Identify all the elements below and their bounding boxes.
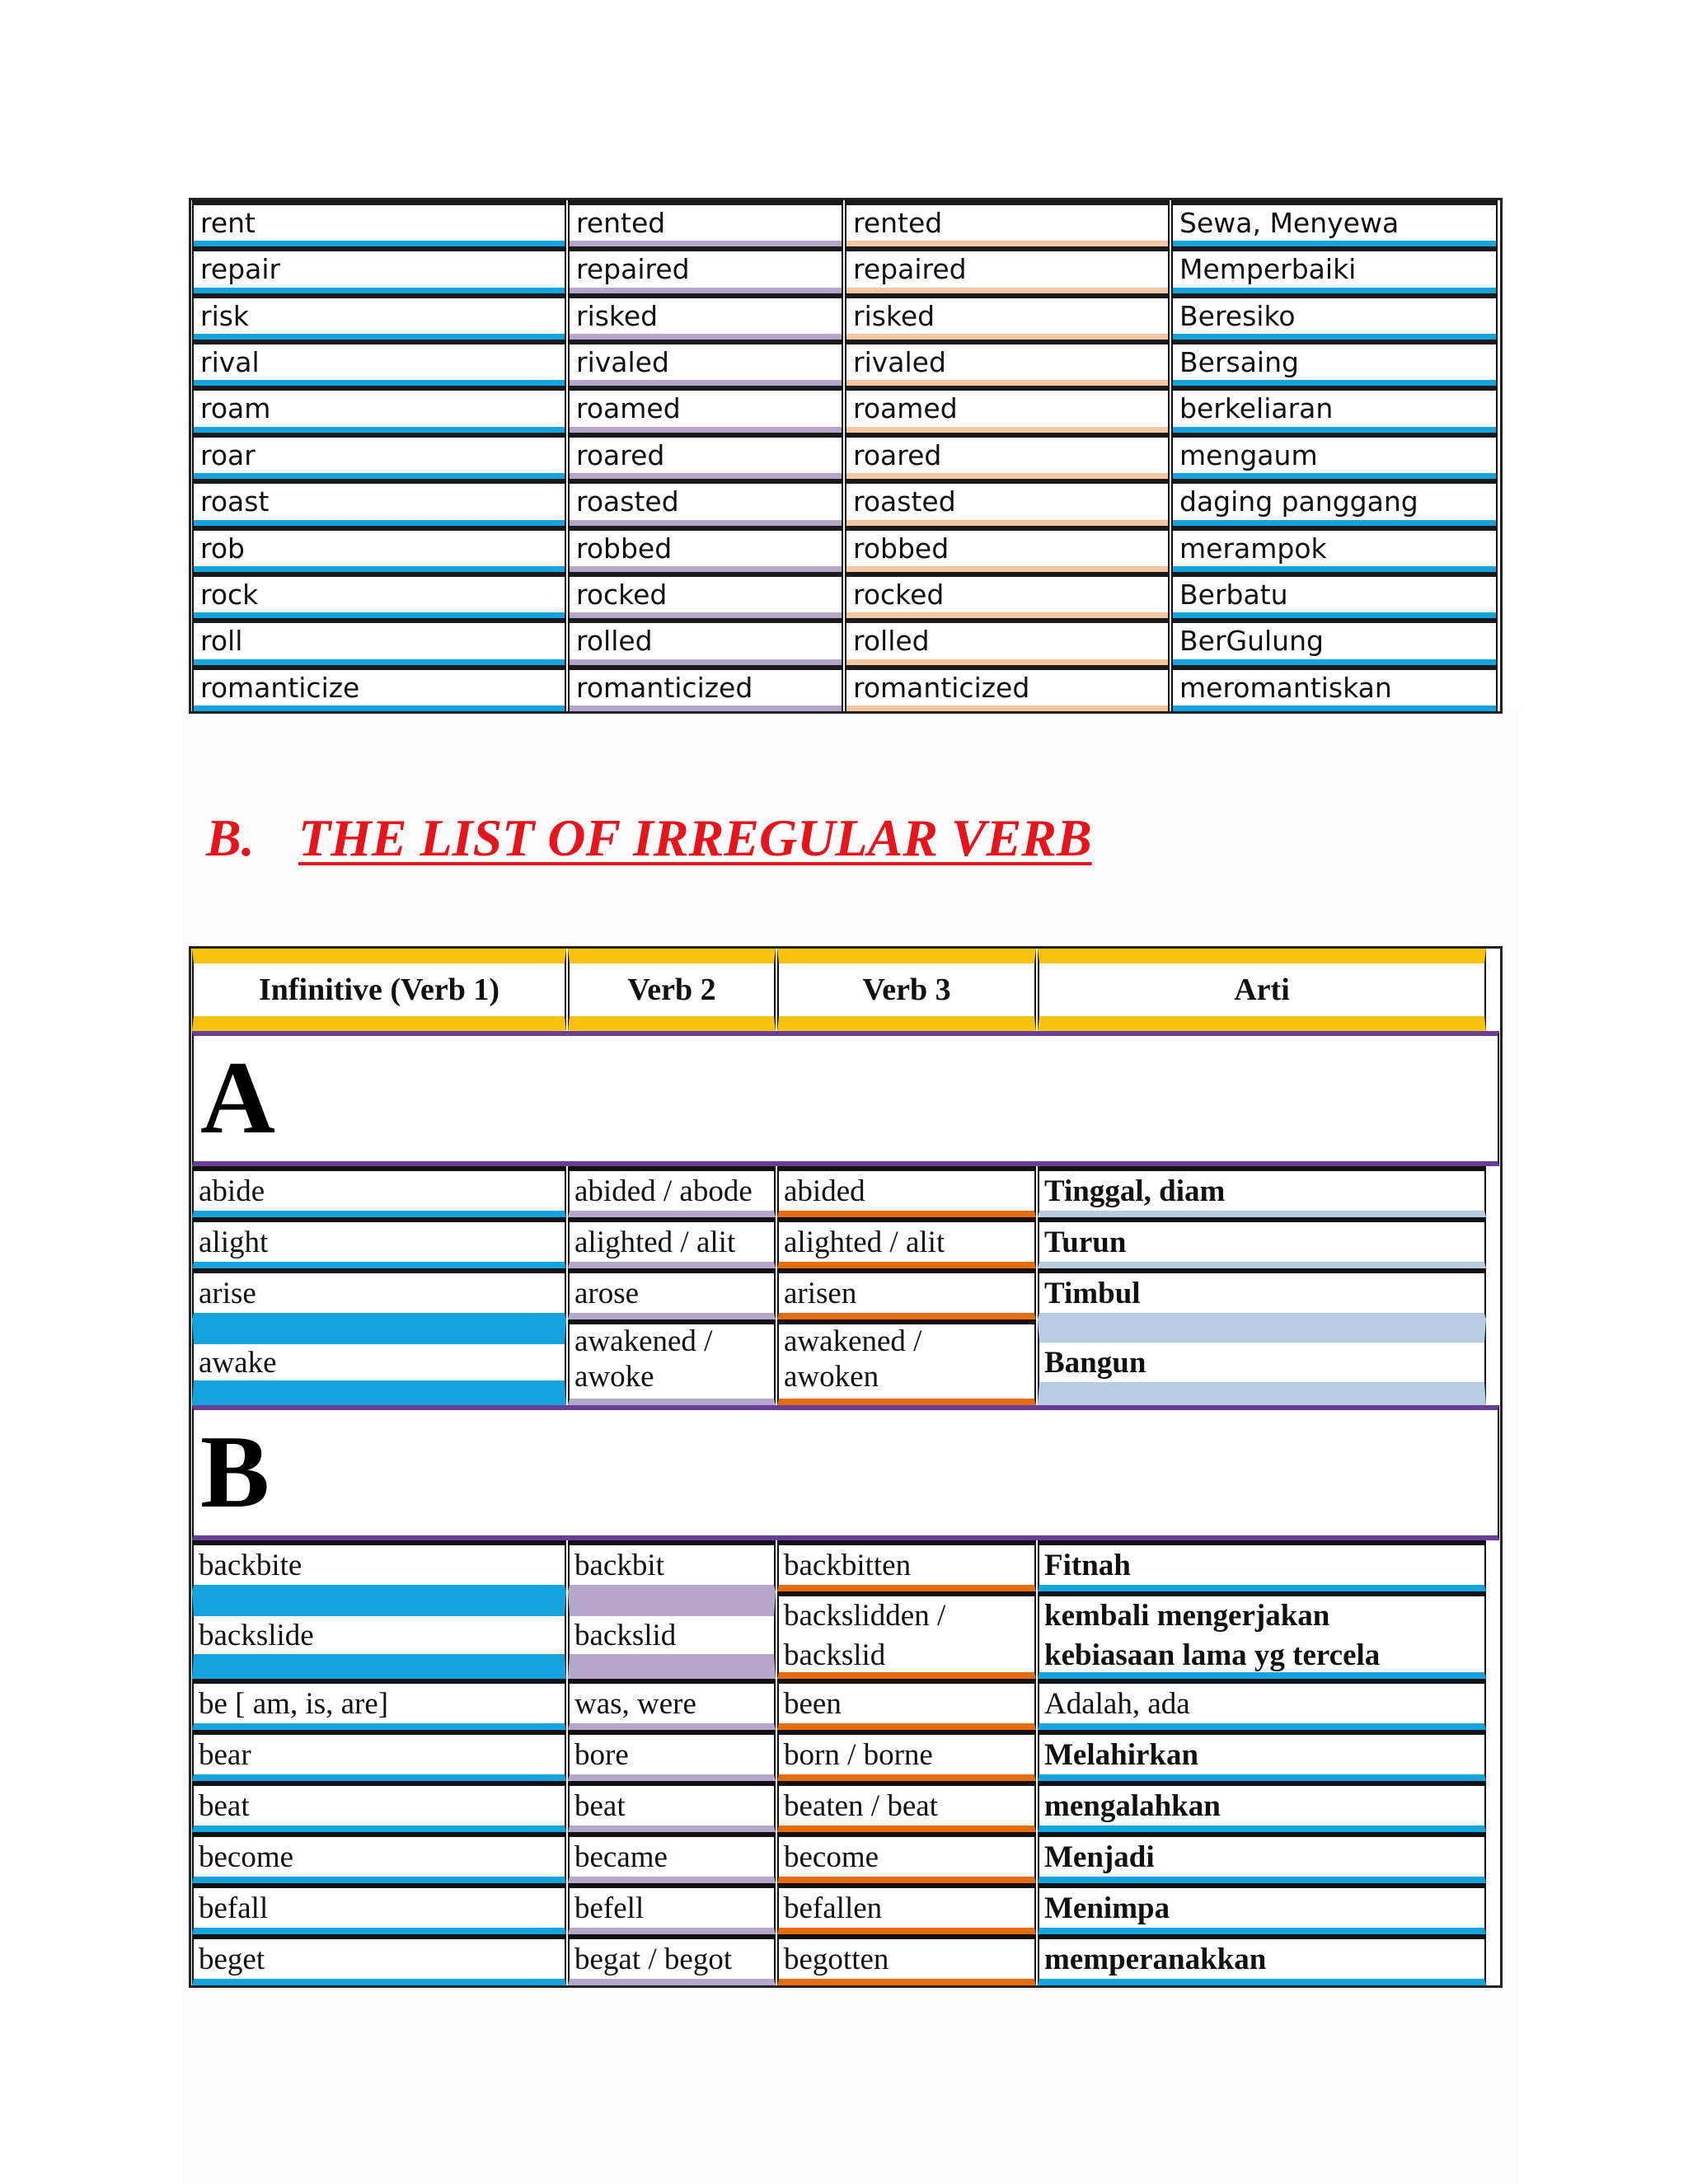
verb2-cell: rented (568, 200, 843, 246)
verb3-cell: risked (845, 293, 1170, 340)
verb3-cell: abided (777, 1166, 1036, 1217)
verb2-cell: backslid (568, 1591, 776, 1679)
table-row (191, 1730, 1500, 1781)
verb1-cell: rival (192, 340, 566, 386)
table-row (191, 293, 1500, 340)
verb1-cell: become (192, 1832, 566, 1883)
verb3-cell: become (777, 1832, 1036, 1883)
verb1-cell: bear (192, 1730, 566, 1781)
table-row (191, 618, 1500, 664)
meaning-cell: berkeliaran (1171, 386, 1498, 432)
verb2-cell: repaired (568, 246, 843, 293)
group-b-rows (191, 1679, 1500, 1985)
verb1-cell: roll (192, 618, 566, 664)
verb2-cell: backbit (568, 1540, 776, 1591)
table-row (191, 526, 1500, 572)
header-infinitive: Infinitive (Verb 1) (192, 949, 566, 1031)
header-arti: Arti (1038, 949, 1486, 1031)
verb1-cell: awake (192, 1319, 566, 1405)
table-row (191, 1268, 1500, 1319)
verb3-cell: arisen (777, 1268, 1036, 1319)
verb1-cell: rent (192, 200, 566, 246)
arti-cell: Menjadi (1038, 1832, 1486, 1883)
verb1-cell: risk (192, 293, 566, 340)
arti-line: kembali mengerjakan (1044, 1599, 1330, 1633)
section-title: THE LIST OF IRREGULAR VERB (298, 808, 1092, 867)
verb1-cell: arise (192, 1268, 566, 1319)
verb2-line: awoke (574, 1359, 654, 1394)
section-heading (206, 808, 1092, 869)
verb2-cell: robbed (568, 526, 843, 572)
verb3-cell: backbitten (777, 1540, 1036, 1591)
meaning-cell: daging panggang (1171, 479, 1498, 525)
table-row (191, 572, 1500, 618)
arti-cell: Melahirkan (1038, 1730, 1486, 1781)
verb3-cell: begotten (777, 1934, 1036, 1985)
verb2-cell: roamed (568, 386, 843, 432)
verb3-cell: roasted (845, 479, 1170, 525)
table-row (191, 1781, 1500, 1832)
arti-cell (1038, 1591, 1486, 1679)
verb3-cell: rivaled (845, 340, 1170, 386)
meaning-cell: Sewa, Menyewa (1171, 200, 1498, 246)
verb2-cell: arose (568, 1268, 776, 1319)
verb2-cell: alighted / alit (568, 1217, 776, 1268)
verb2-cell: rocked (568, 572, 843, 618)
verb2-cell: beat (568, 1781, 776, 1832)
verb2-cell: bore (568, 1730, 776, 1781)
table-row (191, 1217, 1500, 1268)
verb3-line: awoken (784, 1359, 879, 1394)
table-row (191, 1540, 1500, 1591)
verb1-cell: backbite (192, 1540, 566, 1591)
meaning-cell: Bersaing (1171, 340, 1498, 386)
verb3-cell (777, 1319, 1036, 1405)
meaning-cell: BerGulung (1171, 618, 1498, 664)
table-row (191, 246, 1500, 293)
verb3-cell: rocked (845, 572, 1170, 618)
verb1-cell: beget (192, 1934, 566, 1985)
verb3-line: backslidden / (784, 1599, 946, 1633)
meaning-cell: Memperbaiki (1171, 246, 1498, 293)
verb1-cell: rob (192, 526, 566, 572)
verb2-cell: was, were (568, 1679, 776, 1730)
arti-cell: Menimpa (1038, 1883, 1486, 1934)
arti-line: kebiasaan lama yg tercela (1044, 1638, 1381, 1673)
group-letter-b: B (192, 1405, 1499, 1540)
verb3-cell: romanticized (845, 665, 1170, 711)
arti-cell: Adalah, ada (1038, 1679, 1486, 1730)
table-row (191, 1591, 1500, 1679)
arti-cell: Turun (1038, 1217, 1486, 1268)
verb1-cell: rock (192, 572, 566, 618)
table-row (191, 479, 1500, 525)
meaning-cell: meromantiskan (1171, 665, 1498, 711)
verb1-cell: beat (192, 1781, 566, 1832)
verb3-cell: roamed (845, 386, 1170, 432)
verb1-cell: be [ am, is, are] (192, 1679, 566, 1730)
table-row (191, 665, 1500, 711)
irregular-verb-table (189, 946, 1503, 1988)
meaning-cell: merampok (1171, 526, 1498, 572)
verb2-line: awakened / (574, 1324, 713, 1358)
verb3-cell: repaired (845, 246, 1170, 293)
verb3-cell: beaten / beat (777, 1781, 1036, 1832)
verb3-cell (777, 1591, 1036, 1679)
verb3-line: awakened / (784, 1324, 922, 1358)
arti-cell: memperanakkan (1038, 1934, 1486, 1985)
arti-cell: mengalahkan (1038, 1781, 1486, 1832)
arti-cell: Bangun (1038, 1319, 1486, 1405)
table-row (191, 1883, 1500, 1934)
section-number: B. (206, 808, 255, 867)
verb1-cell: abide (192, 1166, 566, 1217)
table-row (191, 1679, 1500, 1730)
meaning-cell: Beresiko (1171, 293, 1498, 340)
verb3-cell: alighted / alit (777, 1217, 1036, 1268)
table-header-row (191, 949, 1500, 1031)
verb3-cell: born / borne (777, 1730, 1036, 1781)
verb3-cell: roared (845, 433, 1170, 479)
verb2-cell: abided / abode (568, 1166, 776, 1217)
table-row (191, 1934, 1500, 1985)
verb1-cell: roar (192, 433, 566, 479)
verb1-cell: roam (192, 386, 566, 432)
meaning-cell: Berbatu (1171, 572, 1498, 618)
verb1-cell: repair (192, 246, 566, 293)
verb1-cell: roast (192, 479, 566, 525)
group-letter-a: A (192, 1031, 1499, 1166)
regular-verb-table (189, 198, 1503, 714)
verb3-cell: rented (845, 200, 1170, 246)
verb1-cell: romanticize (192, 665, 566, 711)
table-row (191, 340, 1500, 386)
verb2-cell: romanticized (568, 665, 843, 711)
table-row (191, 200, 1500, 246)
verb2-cell: roasted (568, 479, 843, 525)
verb2-cell: begat / begot (568, 1934, 776, 1985)
verb3-line: backslid (784, 1638, 886, 1673)
verb2-cell: befell (568, 1883, 776, 1934)
verb2-cell: rivaled (568, 340, 843, 386)
verb1-cell: backslide (192, 1591, 566, 1679)
group-a-rows (191, 1166, 1500, 1319)
table-row (191, 1832, 1500, 1883)
verb3-cell: rolled (845, 618, 1170, 664)
arti-cell: Fitnah (1038, 1540, 1486, 1591)
verb2-cell: rolled (568, 618, 843, 664)
verb1-cell: alight (192, 1217, 566, 1268)
arti-cell: Tinggal, diam (1038, 1166, 1486, 1217)
arti-cell: Timbul (1038, 1268, 1486, 1319)
header-verb2: Verb 2 (568, 949, 776, 1031)
verb2-cell: roared (568, 433, 843, 479)
table-row (191, 1319, 1500, 1405)
verb2-cell: became (568, 1832, 776, 1883)
header-verb3: Verb 3 (777, 949, 1036, 1031)
table-row (191, 433, 1500, 479)
verb2-cell: risked (568, 293, 843, 340)
table-row (191, 1166, 1500, 1217)
table-row (191, 386, 1500, 432)
verb1-cell: befall (192, 1883, 566, 1934)
verb3-cell: been (777, 1679, 1036, 1730)
verb3-cell: befallen (777, 1883, 1036, 1934)
verb3-cell: robbed (845, 526, 1170, 572)
meaning-cell: mengaum (1171, 433, 1498, 479)
verb2-cell (568, 1319, 776, 1405)
